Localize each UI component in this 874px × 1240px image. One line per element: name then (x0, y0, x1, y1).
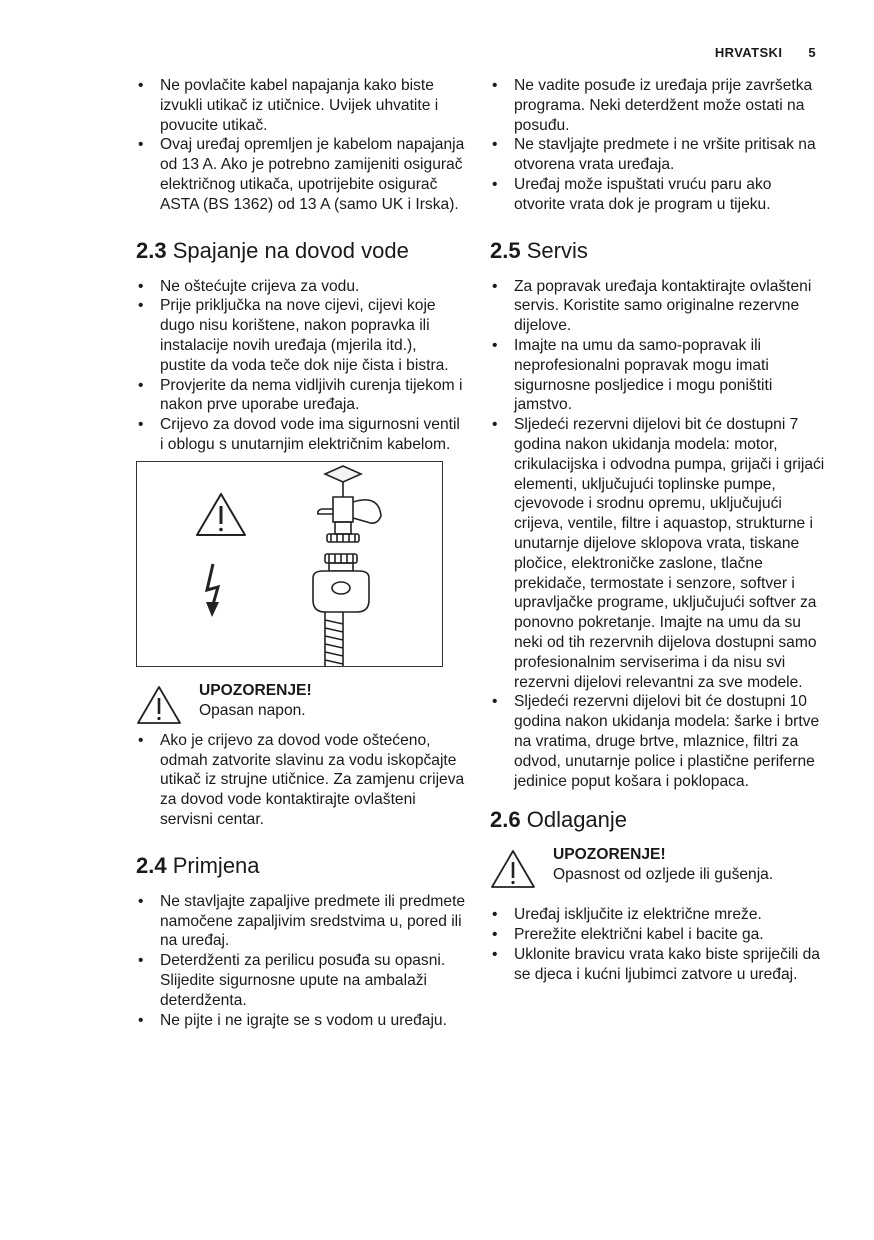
warning-triangle-icon (490, 849, 536, 889)
warning-triangle-icon (136, 685, 182, 725)
list-item: • Prerežite električni kabel i bacite ga. (490, 925, 826, 945)
section-heading-2-4 (136, 853, 466, 879)
hose-valve-icon (313, 554, 369, 666)
hose-safety-drawing (137, 462, 442, 666)
section-heading-2-3 (136, 238, 466, 264)
section-title: Primjena (172, 852, 260, 878)
list-item: • Ne stavljajte predmete i ne vršite pritisak na otvorena vrata uređaja. (490, 135, 826, 175)
left-column (136, 76, 466, 1030)
warning-box-voltage (136, 681, 466, 725)
section-2-5-list (490, 277, 826, 792)
header-language: HRVATSKI (714, 45, 783, 60)
section-number: 2.3 (136, 237, 167, 263)
list-item: • Ne stavljajte zapaljive predmete ili predmete namočene zapaljivim sredstvima u, pored ili na uređaj. (136, 892, 466, 951)
list-item: • Uklonite bravicu vrata kako biste spriječili da se djeca i kućni ljubimci zatvore u uređaj. (490, 945, 826, 985)
section-heading-2-5 (490, 238, 826, 264)
list-item: • Za popravak uređaja kontaktirajte ovlašteni servis. Koristite samo originalne rezervne dijelove. (490, 277, 826, 336)
page-number: 5 (808, 45, 816, 60)
list-item: • Prije priključka na nove cijevi, cijevi koje dugo nisu korištene, nakon popravka ili instalacije novih uređaja (mjerila itd.), pustite da voda teče dok nije čista i bistra. (136, 296, 466, 375)
list-item: • Ne oštećujte crijeva za vodu. (136, 277, 466, 297)
list-item: • Deterdženti za perilicu posuđa su opasni. Slijedite sigurnosne upute na ambalaži deterdženta. (136, 951, 466, 1010)
warning-title: UPOZORENJE! (199, 681, 312, 699)
warning-text: Opasan napon. (199, 701, 306, 719)
section-2-6-list (490, 905, 826, 984)
list-item: • Ne pijte i ne igrajte se s vodom u uređaju. (136, 1011, 466, 1031)
section-2-3-list (136, 277, 466, 455)
warning-text: Opasnost od ozljede ili gušenja. (553, 866, 774, 884)
list-item: • Crijevo za dovod vode ima sigurnosni ventil i oblogu s unutarnjim električnim kabelom. (136, 415, 466, 455)
section-title: Servis (526, 237, 588, 263)
list-item: • Imajte na umu da samo-popravak ili neprofesionalni popravak mogu imati sigurnosne posljedice i mogu poništiti jamstvo. (490, 336, 826, 415)
section-number: 2.5 (490, 237, 521, 263)
section-2-4-list (136, 892, 466, 1031)
list-item: • Ne vadite posuđe iz uređaja prije završetka programa. Neki deterdžent može ostati na posuđu. (490, 76, 826, 135)
list-item: • Ovaj uređaj opremljen je kabelom napajanja od 13 A. Ako je potrebno zamijeniti osigurač električnog utikača, upotrijebite osigurač ASTA (BS 1362) od 13 A (samo UK i Irska). (136, 135, 466, 214)
water-tap-icon (318, 466, 381, 542)
list-item: • Provjerite da nema vidljivih curenja tijekom i nakon prve uporabe uređaja. (136, 376, 466, 416)
section-heading-2-6 (490, 807, 826, 833)
section-title: Spajanje na dovod vode (172, 237, 409, 263)
section-2-3-after-list (136, 731, 466, 830)
page-header (715, 45, 816, 60)
list-item: • Ne povlačite kabel napajanja kako biste izvukli utikač iz utičnice. Uvijek uhvatite i povucite utikač. (136, 76, 466, 135)
section-number: 2.6 (490, 807, 521, 833)
intro-list-right (490, 76, 826, 215)
lightning-bolt-icon (206, 564, 219, 617)
intro-list-left (136, 76, 466, 215)
warning-box-injury (490, 845, 826, 889)
list-item: • Sljedeći rezervni dijelovi bit će dostupni 10 godina nakon ukidanja modela: šarke i brtve na vratima, druge brtve, mlaznice, filtri za odvod, unutarnje police i plastične periferne jedinice poput košara i poklopaca. (490, 692, 826, 791)
warning-triangle-icon (197, 494, 245, 535)
list-item: • Uređaj isključite iz električne mreže. (490, 905, 826, 925)
section-title: Odlaganje (526, 807, 628, 833)
water-hose-illustration (136, 461, 443, 667)
warning-title: UPOZORENJE! (553, 846, 666, 864)
list-item: • Ako je crijevo za dovod vode oštećeno, odmah zatvorite slavinu za vodu iskopčajte utikač iz strujne utičnice. Za zamjenu crijeva za dovod vode kontaktirajte ovlašteni servisni centar. (136, 731, 466, 830)
list-item: • Sljedeći rezervni dijelovi bit će dostupni 7 godina nakon ukidanja modela: motor, crikulacijska i odvodna pumpa, grijači i grijaći elementi, uključujući toplinske pumpe, cjevovode i srodnu opremu, uključujući crijeva, ventile, filtre i aquastop, strukturne i unutarnje dijelove sklopova vrata, tiskane pločice, elektroničke zaslone, tlačne prekidače, termostate i senzore, softver i upravljačke programe, uključujući softver za ponovno pokretanje. Imajte na umu da su neki od tih rezervnih dijelova dostupni samo profesionalnim serviserima i da nisu svi rezervni dijelovi relevantni za sve modele. (490, 415, 826, 692)
right-column (490, 76, 826, 984)
section-number: 2.4 (136, 852, 167, 878)
list-item: • Uređaj može ispuštati vruću paru ako otvorite vrata dok je program u tijeku. (490, 175, 826, 215)
